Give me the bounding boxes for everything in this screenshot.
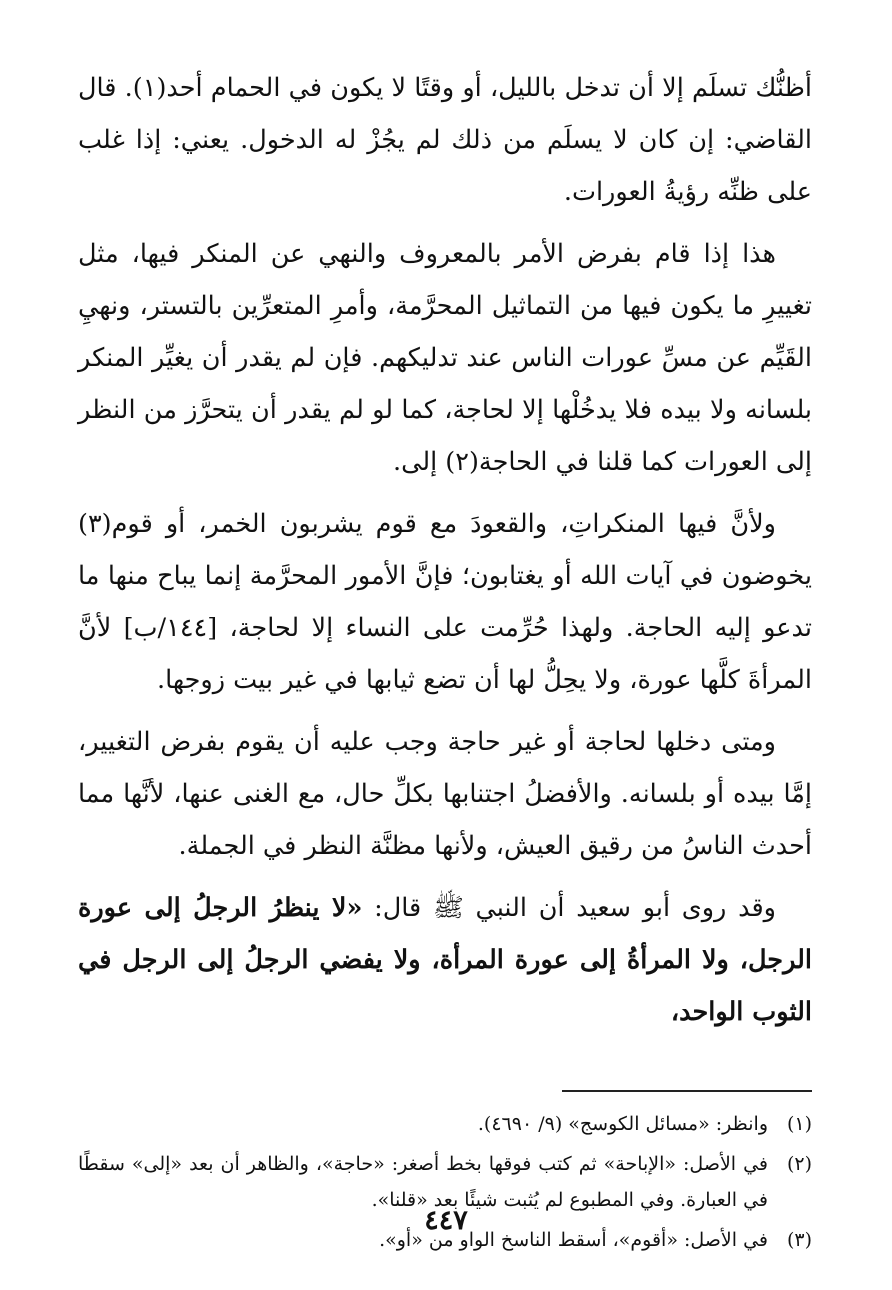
footnote-2-number: (٢) xyxy=(786,1152,812,1175)
footnote-3-number: (٣) xyxy=(786,1228,812,1251)
body-text xyxy=(78,62,812,1038)
footnote-1-number: (١) xyxy=(786,1112,812,1135)
paragraph-1-text: أظنُّك تسلَم إلا أن تدخل بالليل، أو وقتًا لا يكون في الحمام أحد(١). قال القاضي: إن كان لا يسلَم من ذلك لم يجُزْ له الدخول. يعني: إذا غلب على ظنِّه رؤيةُ العورات. xyxy=(78,73,812,207)
footnote-divider xyxy=(562,1090,812,1092)
footnote-2-text: في الأصل: «الإباحة» ثم كتب فوقها بخط أصغر: «حاجة»، والظاهر أن بعد «إلى» سقطًا في العبارة. وفي المطبوع لم يُثبت شيئًا بعد «قلنا». xyxy=(78,1152,768,1211)
paragraph-1 xyxy=(78,62,812,218)
paragraph-5-text: وقد روى أبو سعيد أن النبي ﷺ قال: xyxy=(362,893,776,923)
paragraph-4-text: ومتى دخلها لحاجة أو غير حاجة وجب عليه أن يقوم بفرض التغيير، إمَّا بيده أو بلسانه. والأفضلُ اجتنابها بكلِّ حال، مع الغنى عنها، لأنَّها مما أحدث الناسُ من رقيق العيش، ولأنها مظنَّة النظر في الجملة. xyxy=(78,727,812,861)
paragraph-2-text: هذا إذا قام بفرض الأمر بالمعروف والنهي عن المنكر فيها، مثل تغييرِ ما يكون فيها من التماثيل المحرَّمة، وأمرِ المتعرِّين بالتستر، ونهيِ القَيِّم عن مسِّ عورات الناس عند تدليكهم. فإن لم يقدر أن يغيِّر المنكر بلسانه ولا بيده فلا يدخُلْها إلا لحاجة، كما لو لم يقدر أن يتحرَّز من النظر إلى العورات كما قلنا في الحاجة(٢) إلى. xyxy=(78,239,812,477)
paragraph-5 xyxy=(78,882,812,1038)
paragraph-3-text: ولأنَّ فيها المنكراتِ، والقعودَ مع قوم يشربون الخمر، أو قوم(٣) يخوضون في آيات الله أو يغتابون؛ فإنَّ الأمور المحرَّمة إنما يباح منها ما تدعو إليه الحاجة. ولهذا حُرِّمت على النساء إلا لحاجة، [١٤٤/ب] لأنَّ المرأةَ كلَّها عورة، ولا يحِلُّ لها أن تضع ثيابها في غير بيت زوجها. xyxy=(78,509,813,695)
paragraph-3 xyxy=(78,498,812,706)
footnote-3-text: في الأصل: «أقوم»، أسقط الناسخ الواو من «أو». xyxy=(379,1228,768,1251)
paragraph-2 xyxy=(78,228,812,488)
footnote-1-text: وانظر: «مسائل الكوسج» (٩/ ٤٦٩٠). xyxy=(477,1112,768,1135)
paragraph-4 xyxy=(78,716,812,872)
page-number: ٤٤٧ xyxy=(424,1205,468,1236)
footnote-1 xyxy=(78,1106,812,1142)
hadith-quote: «لا ينظرُ الرجلُ إلى عورة الرجل، ولا المرأةُ إلى عورة المرأة، ولا يفضي الرجلُ إلى الرجل في الثوب الواحد، xyxy=(78,893,812,1027)
